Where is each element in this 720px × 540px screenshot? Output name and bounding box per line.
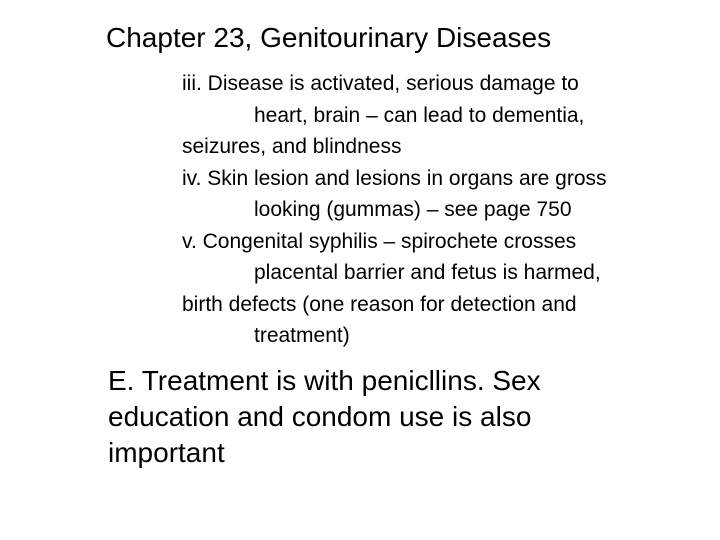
- main-point-line: education and condom use is also: [108, 401, 532, 432]
- main-point-e: [108, 363, 668, 471]
- slide-title: Chapter 23, Genitourinary Diseases: [106, 22, 552, 53]
- sub-item-line: heart, brain – can lead to dementia,: [254, 103, 585, 127]
- sub-item-v: [182, 226, 702, 352]
- sub-item-line: treatment): [254, 324, 350, 347]
- sub-item-line: birth defects (one reason for detection and: [182, 292, 577, 316]
- sub-item-line: v. Congenital syphilis – spirochete crosses: [182, 229, 577, 253]
- sub-item-line: looking (gummas) – see page 750: [254, 198, 572, 221]
- sub-item-line: iv. Skin lesion and lesions in organs are gross: [182, 166, 607, 190]
- main-point-line: E. Treatment is with penicllins. Sex: [108, 365, 541, 396]
- sub-item-line: iii. Disease is activated, serious damage to: [182, 72, 579, 95]
- main-point-line: important: [108, 437, 225, 468]
- sub-item-iii: [182, 68, 702, 163]
- sub-item-line: seizures, and blindness: [182, 135, 402, 158]
- sub-item-line: placental barrier and fetus is harmed,: [254, 261, 601, 284]
- sub-item-iv: [182, 163, 702, 226]
- sub-item-list: [182, 68, 702, 352]
